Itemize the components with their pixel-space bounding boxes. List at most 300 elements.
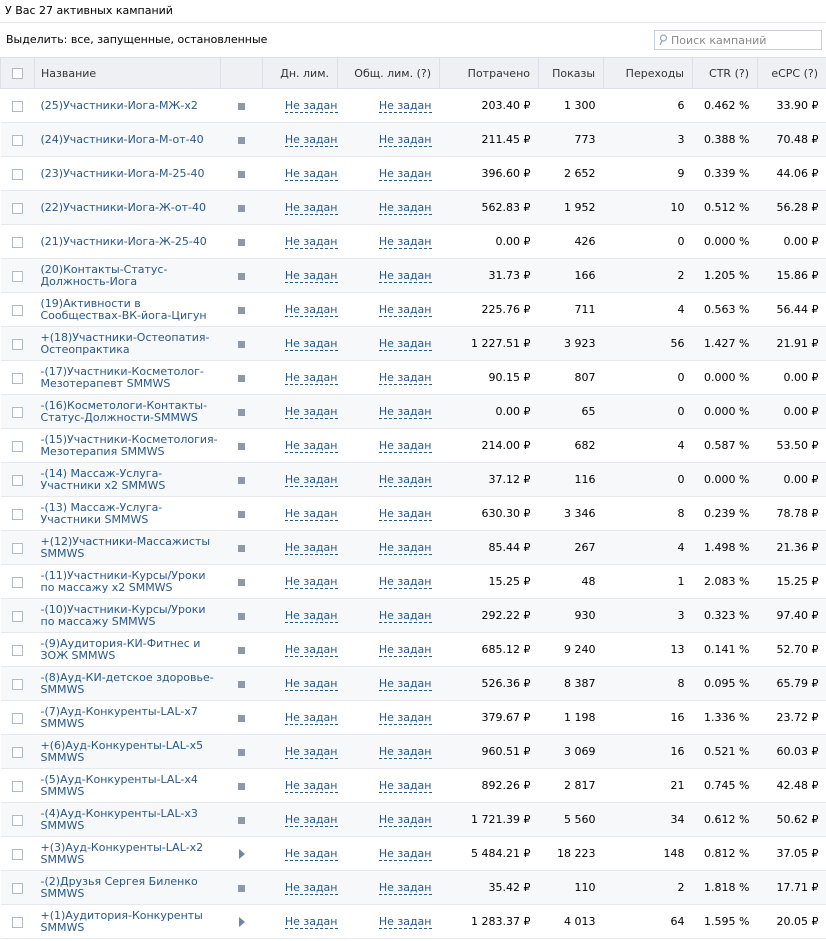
campaign-name-link[interactable]: +(3)Ауд-Конкуренты-LAL-х2 SMMWS (35, 837, 221, 871)
campaign-name-link[interactable]: -(14) Массаж-Услуга-Участники х2 SMMWS (35, 463, 221, 497)
ecpc-cell: 0.00 ₽ (758, 361, 826, 395)
total-limit-link[interactable]: Не задан (378, 506, 432, 520)
impressions-cell: 426 (539, 225, 604, 259)
play-triangle-icon[interactable] (239, 849, 245, 859)
paused-square-icon[interactable] (238, 579, 245, 586)
paused-square-icon[interactable] (238, 613, 245, 620)
paused-square-icon[interactable] (238, 341, 245, 348)
day-limit-link[interactable]: Не задан (284, 812, 338, 826)
spent-cell: 396.60 ₽ (440, 157, 539, 191)
column-header-impressions[interactable]: Показы (539, 58, 604, 89)
campaign-name-link[interactable]: +(12)Участники-Массажисты SMMWS (35, 531, 221, 565)
spent-cell: 685.12 ₽ (440, 633, 539, 667)
spent-cell: 960.51 ₽ (440, 735, 539, 769)
day-limit-link[interactable]: Не задан (284, 506, 338, 520)
paused-square-icon[interactable] (238, 477, 245, 484)
day-limit-cell (263, 157, 338, 191)
select-stopped-link[interactable]: остановленные (177, 33, 268, 46)
campaign-row[interactable] (1, 89, 826, 123)
campaign-row[interactable] (1, 803, 826, 837)
ecpc-cell: 0.00 ₽ (758, 463, 826, 497)
row-checkbox-cell (1, 293, 35, 327)
total-limit-link[interactable]: Не задан (378, 98, 432, 112)
column-header-ctr[interactable]: CTR (?) (693, 58, 758, 89)
day-limit-cell (263, 633, 338, 667)
ecpc-cell: 0.00 ₽ (758, 225, 826, 259)
day-limit-link[interactable]: Не задан (284, 472, 338, 486)
campaign-name-link[interactable]: -(9)Аудитория-КИ-Фитнес и ЗОЖ SMMWS (35, 633, 221, 667)
campaign-toolbar (0, 23, 826, 58)
campaign-name-link[interactable]: -(7)Ауд-Конкуренты-LAL-х7 SMMWS (35, 701, 221, 735)
campaign-row[interactable] (1, 599, 826, 633)
total-limit-link[interactable]: Не задан (378, 302, 432, 316)
day-limit-cell (263, 599, 338, 633)
paused-square-icon[interactable] (238, 715, 245, 722)
ctr-cell: 0.388 % (693, 123, 758, 157)
paused-square-icon[interactable] (238, 103, 245, 110)
day-limit-cell (263, 803, 338, 837)
campaign-name-link[interactable]: -(15)Участники-Косметология-Мезотерапия SMMWS (35, 429, 221, 463)
day-limit-link[interactable]: Не задан (284, 234, 338, 248)
campaign-name-link[interactable]: -(11)Участники-Курсы/Уроки по массажу х2 SMMWS (35, 565, 221, 599)
row-checkbox-cell (1, 565, 35, 599)
row-checkbox[interactable] (12, 883, 23, 894)
clicks-cell: 16 (604, 735, 693, 769)
paused-square-icon[interactable] (238, 205, 245, 212)
row-checkbox[interactable] (12, 611, 23, 622)
row-checkbox[interactable] (12, 679, 23, 690)
total-limit-cell (338, 667, 440, 701)
campaign-name-link[interactable]: +(6)Ауд-Конкуренты-LAL-х5 SMMWS (35, 735, 221, 769)
total-limit-link[interactable]: Не задан (378, 914, 432, 928)
day-limit-cell (263, 191, 338, 225)
campaign-name-link[interactable]: (22)Участники-Иога-Ж-от-40 (35, 191, 221, 225)
row-checkbox-cell (1, 225, 35, 259)
day-limit-link[interactable]: Не задан (284, 574, 338, 588)
ecpc-cell: 17.71 ₽ (758, 871, 826, 905)
status-cell (221, 667, 263, 701)
status-cell (221, 327, 263, 361)
clicks-cell: 0 (604, 225, 693, 259)
day-limit-cell (263, 463, 338, 497)
row-checkbox[interactable] (12, 271, 23, 282)
day-limit-cell (263, 89, 338, 123)
row-checkbox-cell (1, 327, 35, 361)
ctr-cell: 0.141 % (693, 633, 758, 667)
ecpc-cell: 33.90 ₽ (758, 89, 826, 123)
day-limit-cell (263, 395, 338, 429)
total-limit-link[interactable]: Не задан (378, 812, 432, 826)
campaign-row[interactable] (1, 463, 826, 497)
row-checkbox-cell (1, 157, 35, 191)
row-checkbox[interactable] (12, 645, 23, 656)
paused-square-icon[interactable] (238, 137, 245, 144)
paused-square-icon[interactable] (238, 545, 245, 552)
table-header-row (1, 58, 826, 89)
campaign-search-box[interactable] (654, 30, 822, 50)
paused-square-icon[interactable] (238, 239, 245, 246)
column-header-name[interactable]: Название (35, 58, 221, 89)
day-limit-cell (263, 259, 338, 293)
spent-cell: 292.22 ₽ (440, 599, 539, 633)
campaign-name-link[interactable]: (20)Контакты-Статус-Должность-Иога (35, 259, 221, 293)
spent-cell: 1 283.37 ₽ (440, 905, 539, 939)
spent-cell: 562.83 ₽ (440, 191, 539, 225)
paused-square-icon[interactable] (238, 681, 245, 688)
row-checkbox[interactable] (12, 407, 23, 418)
campaign-row[interactable] (1, 667, 826, 701)
row-checkbox[interactable] (12, 917, 23, 928)
paused-square-icon[interactable] (238, 273, 245, 280)
ctr-cell: 0.339 % (693, 157, 758, 191)
ecpc-cell: 37.05 ₽ (758, 837, 826, 871)
ctr-cell: 0.512 % (693, 191, 758, 225)
impressions-cell: 110 (539, 871, 604, 905)
total-limit-cell (338, 191, 440, 225)
spent-cell: 379.67 ₽ (440, 701, 539, 735)
ctr-cell: 0.095 % (693, 667, 758, 701)
campaign-name-link[interactable]: -(13) Массаж-Услуга-Участники SMMWS (35, 497, 221, 531)
campaign-row[interactable] (1, 871, 826, 905)
row-checkbox[interactable] (12, 237, 23, 248)
clicks-cell: 9 (604, 157, 693, 191)
row-checkbox-cell (1, 837, 35, 871)
day-limit-link[interactable]: Не задан (284, 336, 338, 350)
row-checkbox-cell (1, 259, 35, 293)
select-all-link[interactable]: все (70, 33, 91, 46)
campaign-name-link[interactable]: -(4)Ауд-Конкуренты-LAL-х3 SMMWS (35, 803, 221, 837)
row-checkbox[interactable] (12, 169, 23, 180)
impressions-cell: 116 (539, 463, 604, 497)
row-checkbox-cell (1, 803, 35, 837)
campaign-row[interactable] (1, 633, 826, 667)
row-checkbox[interactable] (12, 781, 23, 792)
campaign-name-link[interactable]: -(17)Участники-Косметолог-Мезотерапевт SMMWS (35, 361, 221, 395)
row-checkbox[interactable] (12, 203, 23, 214)
ecpc-cell: 78.78 ₽ (758, 497, 826, 531)
total-limit-link[interactable]: Не задан (378, 234, 432, 248)
status-cell (221, 259, 263, 293)
total-limit-cell (338, 327, 440, 361)
campaign-row[interactable] (1, 191, 826, 225)
row-checkbox[interactable] (12, 815, 23, 826)
row-checkbox-cell (1, 667, 35, 701)
row-checkbox[interactable] (12, 747, 23, 758)
total-limit-link[interactable]: Не задан (378, 744, 432, 758)
select-running-link[interactable]: запущенные (97, 33, 171, 46)
total-limit-link[interactable]: Не задан (378, 268, 432, 282)
impressions-cell: 682 (539, 429, 604, 463)
ctr-cell: 0.587 % (693, 429, 758, 463)
total-limit-cell (338, 837, 440, 871)
paused-square-icon[interactable] (238, 409, 245, 416)
total-limit-cell (338, 565, 440, 599)
clicks-cell: 13 (604, 633, 693, 667)
paused-square-icon[interactable] (238, 817, 245, 824)
active-campaigns-count: У Вас 27 активных кампаний (0, 0, 826, 23)
impressions-cell: 8 387 (539, 667, 604, 701)
ecpc-cell: 15.25 ₽ (758, 565, 826, 599)
total-limit-cell (338, 463, 440, 497)
campaign-row[interactable] (1, 225, 826, 259)
day-limit-link[interactable]: Не задан (284, 642, 338, 656)
impressions-cell: 1 300 (539, 89, 604, 123)
total-limit-link[interactable]: Не задан (378, 404, 432, 418)
impressions-cell: 166 (539, 259, 604, 293)
day-limit-cell (263, 565, 338, 599)
total-limit-cell (338, 905, 440, 939)
ecpc-cell: 23.72 ₽ (758, 701, 826, 735)
row-checkbox[interactable] (12, 441, 23, 452)
status-cell (221, 871, 263, 905)
total-limit-link[interactable]: Не задан (378, 846, 432, 860)
day-limit-link[interactable]: Не задан (284, 98, 338, 112)
paused-square-icon[interactable] (238, 749, 245, 756)
row-checkbox[interactable] (12, 509, 23, 520)
select-all-header-cell (1, 58, 35, 89)
day-limit-cell (263, 769, 338, 803)
total-limit-link[interactable]: Не задан (378, 642, 432, 656)
campaign-name-link[interactable]: -(16)Косметологи-Контакты-Статус-Должности-SMMWS (35, 395, 221, 429)
campaign-row[interactable] (1, 395, 826, 429)
impressions-cell: 807 (539, 361, 604, 395)
spent-cell: 526.36 ₽ (440, 667, 539, 701)
campaigns-table (0, 57, 826, 939)
impressions-cell: 2 652 (539, 157, 604, 191)
day-limit-link[interactable]: Не задан (284, 710, 338, 724)
status-cell (221, 395, 263, 429)
campaign-row[interactable] (1, 123, 826, 157)
row-checkbox-cell (1, 735, 35, 769)
campaign-row[interactable] (1, 531, 826, 565)
campaign-row[interactable] (1, 361, 826, 395)
day-limit-cell (263, 701, 338, 735)
spent-cell: 211.45 ₽ (440, 123, 539, 157)
day-limit-cell (263, 531, 338, 565)
status-cell (221, 837, 263, 871)
clicks-cell: 0 (604, 361, 693, 395)
status-cell (221, 225, 263, 259)
campaign-name-link[interactable]: +(18)Участники-Остеопатия-Остеопрактика (35, 327, 221, 361)
separator: , (170, 33, 178, 46)
campaign-search-input[interactable] (671, 32, 819, 48)
total-limit-link[interactable]: Не задан (378, 710, 432, 724)
paused-square-icon[interactable] (238, 647, 245, 654)
total-limit-cell (338, 803, 440, 837)
day-limit-link[interactable]: Не задан (284, 302, 338, 316)
campaign-name-link[interactable]: (25)Участники-Иога-МЖ-х2 (35, 89, 221, 123)
total-limit-link[interactable]: Не задан (378, 132, 432, 146)
campaign-row[interactable] (1, 565, 826, 599)
status-cell (221, 293, 263, 327)
day-limit-cell (263, 429, 338, 463)
spent-cell: 0.00 ₽ (440, 395, 539, 429)
column-header-ecpc[interactable]: eCPC (?) (758, 58, 826, 89)
selection-filter (6, 33, 267, 46)
row-checkbox[interactable] (12, 339, 23, 350)
campaign-name-link[interactable]: -(5)Ауд-Конкуренты-LAL-х4 SMMWS (35, 769, 221, 803)
day-limit-link[interactable]: Не задан (284, 778, 338, 792)
separator: , (90, 33, 98, 46)
clicks-cell: 1 (604, 565, 693, 599)
campaign-row[interactable] (1, 293, 826, 327)
clicks-cell: 3 (604, 123, 693, 157)
spent-cell: 37.12 ₽ (440, 463, 539, 497)
column-header-status (221, 58, 263, 89)
day-limit-link[interactable]: Не задан (284, 268, 338, 282)
row-checkbox[interactable] (12, 373, 23, 384)
column-header-day-limit[interactable]: Дн. лим. (263, 58, 338, 89)
total-limit-link[interactable]: Не задан (378, 778, 432, 792)
campaign-name-link[interactable]: +(1)Аудитория-Конкуренты SMMWS (35, 905, 221, 939)
campaign-row[interactable] (1, 837, 826, 871)
day-limit-link[interactable]: Не задан (284, 540, 338, 554)
campaign-row[interactable] (1, 905, 826, 939)
day-limit-cell (263, 905, 338, 939)
total-limit-cell (338, 701, 440, 735)
row-checkbox[interactable] (12, 475, 23, 486)
campaign-row[interactable] (1, 327, 826, 361)
ctr-cell: 2.083 % (693, 565, 758, 599)
total-limit-link[interactable]: Не задан (378, 574, 432, 588)
row-checkbox[interactable] (12, 135, 23, 146)
day-limit-link[interactable]: Не задан (284, 404, 338, 418)
campaign-row[interactable] (1, 429, 826, 463)
total-limit-cell (338, 157, 440, 191)
day-limit-cell (263, 667, 338, 701)
campaign-row[interactable] (1, 157, 826, 191)
ctr-cell: 0.521 % (693, 735, 758, 769)
day-limit-link[interactable]: Не задан (284, 846, 338, 860)
ctr-cell: 1.498 % (693, 531, 758, 565)
campaign-row[interactable] (1, 735, 826, 769)
ctr-cell: 0.000 % (693, 463, 758, 497)
total-limit-link[interactable]: Не задан (378, 200, 432, 214)
row-checkbox-cell (1, 395, 35, 429)
status-cell (221, 89, 263, 123)
total-limit-cell (338, 735, 440, 769)
column-header-spent[interactable]: Потрачено (440, 58, 539, 89)
column-header-clicks[interactable]: Переходы (604, 58, 693, 89)
play-triangle-icon[interactable] (239, 917, 245, 927)
impressions-cell: 3 923 (539, 327, 604, 361)
spent-cell: 31.73 ₽ (440, 259, 539, 293)
total-limit-link[interactable]: Не задан (378, 336, 432, 350)
campaign-name-link[interactable]: -(10)Участники-Курсы/Уроки по массажу SMMWS (35, 599, 221, 633)
impressions-cell: 1 952 (539, 191, 604, 225)
total-limit-cell (338, 395, 440, 429)
campaign-row[interactable] (1, 701, 826, 735)
campaign-name-link[interactable]: -(2)Друзья Сергея Биленко SMMWS (35, 871, 221, 905)
select-all-checkbox[interactable] (12, 68, 23, 79)
paused-square-icon[interactable] (238, 171, 245, 178)
spent-cell: 90.15 ₽ (440, 361, 539, 395)
total-limit-link[interactable]: Не задан (378, 540, 432, 554)
day-limit-link[interactable]: Не задан (284, 200, 338, 214)
paused-square-icon[interactable] (238, 885, 245, 892)
clicks-cell: 4 (604, 293, 693, 327)
column-header-total-limit[interactable]: Общ. лим. (?) (338, 58, 440, 89)
total-limit-link[interactable]: Не задан (378, 166, 432, 180)
ecpc-cell: 42.48 ₽ (758, 769, 826, 803)
total-limit-link[interactable]: Не задан (378, 438, 432, 452)
row-checkbox[interactable] (12, 713, 23, 724)
day-limit-link[interactable]: Не задан (284, 676, 338, 690)
day-limit-link[interactable]: Не задан (284, 880, 338, 894)
select-label: Выделить: (6, 33, 68, 46)
ecpc-cell: 52.70 ₽ (758, 633, 826, 667)
day-limit-link[interactable]: Не задан (284, 166, 338, 180)
clicks-cell: 8 (604, 497, 693, 531)
total-limit-link[interactable]: Не задан (378, 370, 432, 384)
spent-cell: 15.25 ₽ (440, 565, 539, 599)
day-limit-link[interactable]: Не задан (284, 914, 338, 928)
campaign-name-link[interactable]: -(8)Ауд-КИ-детское здоровье-SMMWS (35, 667, 221, 701)
row-checkbox-cell (1, 701, 35, 735)
status-cell (221, 599, 263, 633)
row-checkbox-cell (1, 531, 35, 565)
campaign-name-link[interactable]: (24)Участники-Иога-М-от-40 (35, 123, 221, 157)
spent-cell: 1 721.39 ₽ (440, 803, 539, 837)
clicks-cell: 0 (604, 463, 693, 497)
total-limit-cell (338, 123, 440, 157)
ecpc-cell: 21.91 ₽ (758, 327, 826, 361)
campaign-row[interactable] (1, 259, 826, 293)
row-checkbox-cell (1, 361, 35, 395)
row-checkbox-cell (1, 89, 35, 123)
row-checkbox-cell (1, 769, 35, 803)
day-limit-link[interactable]: Не задан (284, 744, 338, 758)
ecpc-cell: 20.05 ₽ (758, 905, 826, 939)
total-limit-link[interactable]: Не задан (378, 472, 432, 486)
row-checkbox-cell (1, 497, 35, 531)
row-checkbox[interactable] (12, 305, 23, 316)
total-limit-link[interactable]: Не задан (378, 880, 432, 894)
row-checkbox[interactable] (12, 101, 23, 112)
impressions-cell: 4 013 (539, 905, 604, 939)
ecpc-cell: 97.40 ₽ (758, 599, 826, 633)
paused-square-icon[interactable] (238, 783, 245, 790)
day-limit-link[interactable]: Не задан (284, 438, 338, 452)
campaign-name-link[interactable]: (19)Активности в Сообществах-ВК-йога-Цигун (35, 293, 221, 327)
row-checkbox[interactable] (12, 577, 23, 588)
campaign-name-link[interactable]: (21)Участники-Иога-Ж-25-40 (35, 225, 221, 259)
campaign-row[interactable] (1, 769, 826, 803)
day-limit-link[interactable]: Не задан (284, 608, 338, 622)
total-limit-link[interactable]: Не задан (378, 676, 432, 690)
impressions-cell: 9 240 (539, 633, 604, 667)
campaign-row[interactable] (1, 497, 826, 531)
paused-square-icon[interactable] (238, 375, 245, 382)
paused-square-icon[interactable] (238, 307, 245, 314)
day-limit-link[interactable]: Не задан (284, 132, 338, 146)
status-cell (221, 735, 263, 769)
total-limit-link[interactable]: Не задан (378, 608, 432, 622)
paused-square-icon[interactable] (238, 511, 245, 518)
campaign-name-link[interactable]: (23)Участники-Иога-М-25-40 (35, 157, 221, 191)
ctr-cell: 1.336 % (693, 701, 758, 735)
ctr-cell: 0.745 % (693, 769, 758, 803)
status-cell (221, 463, 263, 497)
row-checkbox[interactable] (12, 849, 23, 860)
ctr-cell: 0.563 % (693, 293, 758, 327)
clicks-cell: 64 (604, 905, 693, 939)
paused-square-icon[interactable] (238, 443, 245, 450)
ecpc-cell: 60.03 ₽ (758, 735, 826, 769)
total-limit-cell (338, 497, 440, 531)
day-limit-link[interactable]: Не задан (284, 370, 338, 384)
row-checkbox[interactable] (12, 543, 23, 554)
